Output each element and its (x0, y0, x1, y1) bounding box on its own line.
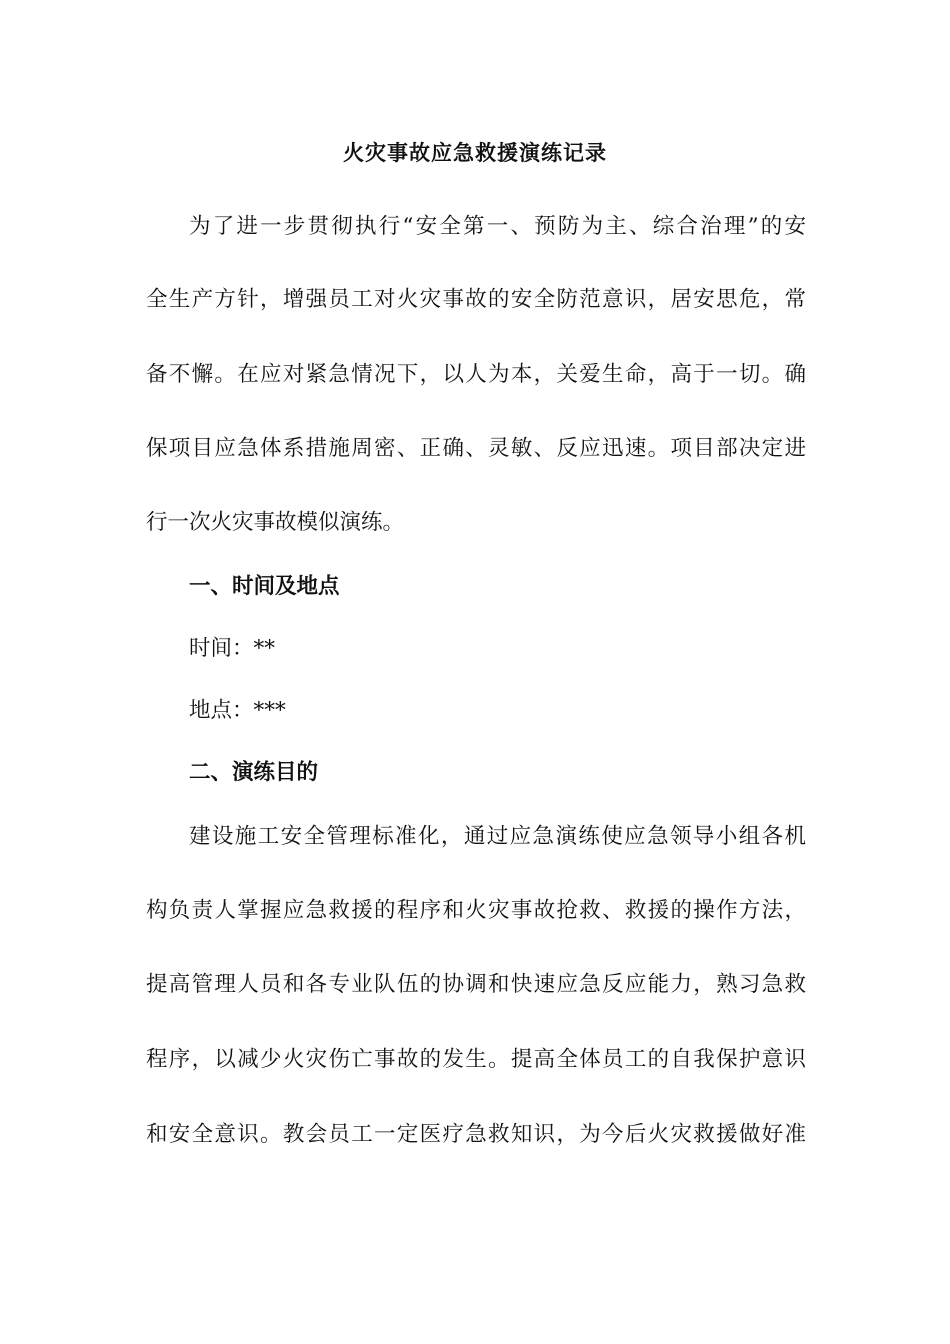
section-heading-purpose: 二、演练目的 (189, 760, 319, 785)
place-value: 地点：*** (189, 698, 286, 723)
purpose-line-2: 构负责人掌握应急救援的程序和火灾事故抢救、救援的操作方法， (146, 898, 806, 923)
intro-line-5: 行一次火灾事故模似演练。 (146, 510, 405, 535)
intro-line-4: 保项目应急体系措施周密、正确、灵敏、反应迅速。项目部决定进 (146, 436, 806, 461)
document-title: 火灾事故应急救援演练记录 (343, 140, 607, 165)
intro-line-3: 备不懈。在应对紧急情况下，以人为本，关爱生命，高于一切。确 (146, 362, 806, 387)
section-heading-time-place: 一、时间及地点 (189, 574, 340, 599)
time-value: 时间：** (189, 636, 276, 661)
purpose-line-1: 建设施工安全管理标准化，通过应急演练使应急领导小组各机 (189, 824, 806, 849)
purpose-line-4: 程序，以减少火灾伤亡事故的发生。提高全体员工的自我保护意识 (146, 1047, 806, 1072)
intro-line-2: 全生产方针，增强员工对火灾事故的安全防范意识，居安思危，常 (146, 287, 806, 312)
purpose-line-5: 和安全意识。教会员工一定医疗急救知识，为今后火灾救援做好准 (146, 1122, 806, 1147)
purpose-line-3: 提高管理人员和各专业队伍的协调和快速应急反应能力，熟习急救 (146, 972, 806, 997)
intro-line-1: 为了进一步贯彻执行“安全第一、预防为主、综合治理”的安 (189, 214, 806, 239)
